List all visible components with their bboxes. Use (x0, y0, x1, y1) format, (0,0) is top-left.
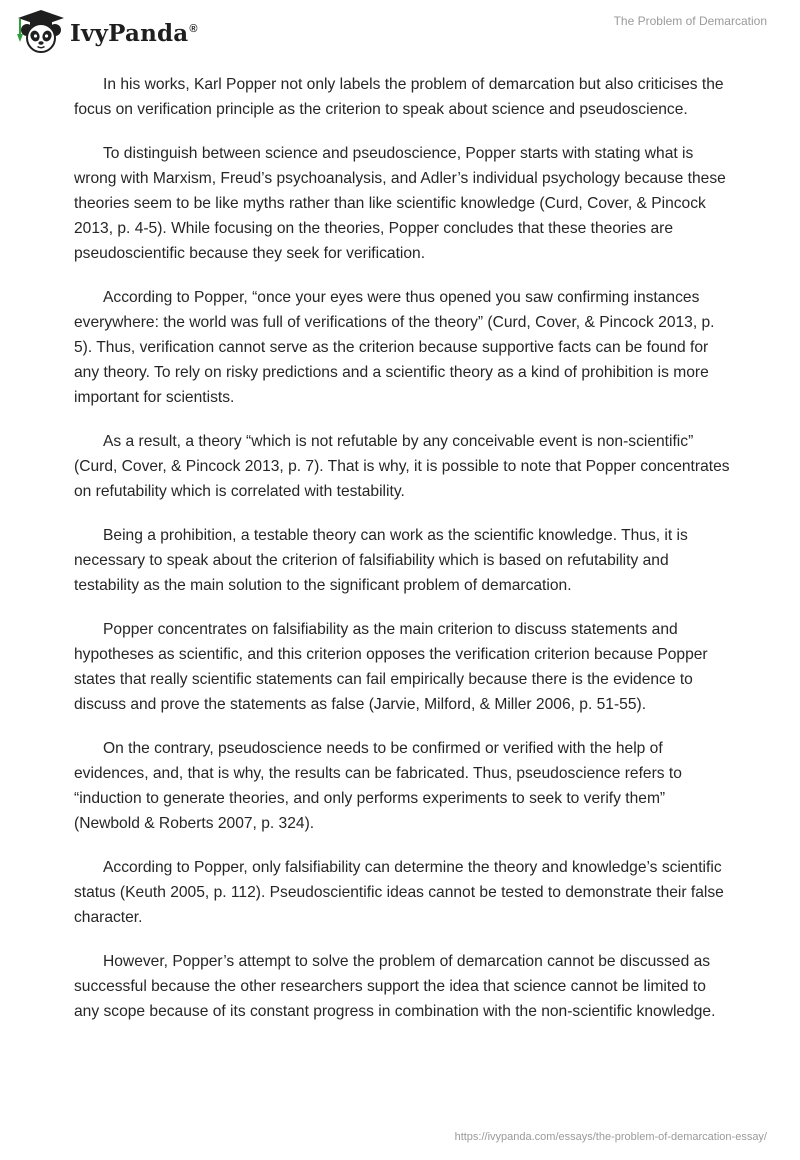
document-title: The Problem of Demarcation (613, 14, 767, 28)
source-url-link[interactable]: https://ivypanda.com/essays/the-problem-of-demarcation-essay/ (454, 1131, 767, 1143)
paragraph: To distinguish between science and pseudoscience, Popper starts with stating what is wrong with Marxism, Freud’s psychoanalysis, and Adler’s individual psychology because these theories seem to be like myths rather than like scientific knowledge (Curd, Cover, & Pincock 2013, p. 4-5). While focusing on the theories, Popper concludes that these theories are pseudoscientific because they seek for verification. (74, 145, 726, 262)
page-header (0, 0, 800, 64)
essay-body (74, 72, 730, 1043)
paragraph: As a result, a theory “which is not refutable by any conceivable event is non-scientific” (Curd, Cover, & Pincock 2013, p. 7). That is why, it is possible to note that Popper concentrates on refutability which is correlated with testability. (74, 433, 730, 500)
paragraph: On the contrary, pseudoscience needs to be confirmed or verified with the help of evidences, and, that is why, the results can be fabricated. Thus, pseudoscience refers to “induction to generate theories, and only performs experiments to seek to verify them” (Newbold & Roberts 2007, p. 324). (74, 740, 682, 832)
paragraph: In his works, Karl Popper not only labels the problem of demarcation but also criticises the focus on verification principle as the criterion to speak about science and pseudoscience. (74, 76, 724, 118)
paragraph: However, Popper’s attempt to solve the problem of demarcation cannot be discussed as successful because the other researchers support the idea that science cannot be limited to any scope because of its constant progress in combination with the non-scientific knowledge. (74, 953, 716, 1020)
paragraph: According to Popper, “once your eyes were thus opened you saw confirming instances everywhere: the world was full of verifications of the theory” (Curd, Cover, & Pincock 2013, p. 5). Thus, verification cannot serve as the criterion because supportive facts can be found for any theory. To rely on risky predictions and a scientific theory as a kind of prohibition is more important for scientists. (74, 289, 715, 406)
registered-mark: ® (189, 22, 198, 35)
paragraph: Popper concentrates on falsifiability as the main criterion to discuss statements and hypotheses as scientific, and this criterion opposes the verification criterion because Popper states that really scientific statements can fail empirically because there is the evidence to discuss and prove the statements as false (Jarvie, Milford, & Miller 2006, p. 51-55). (74, 621, 708, 713)
paragraph: Being a prohibition, a testable theory can work as the scientific knowledge. Thus, it is necessary to speak about the criterion of falsifiability which is based on refutability and testability as the main solution to the significant problem of demarcation. (74, 527, 688, 594)
brand-logo[interactable] (14, 8, 198, 54)
brand-name: IvyPanda® (70, 19, 198, 47)
panda-graduate-icon (14, 8, 68, 54)
paragraph: According to Popper, only falsifiability can determine the theory and knowledge’s scientific status (Keuth 2005, p. 112). Pseudoscientific ideas cannot be tested to demonstrate their false character. (74, 859, 724, 926)
